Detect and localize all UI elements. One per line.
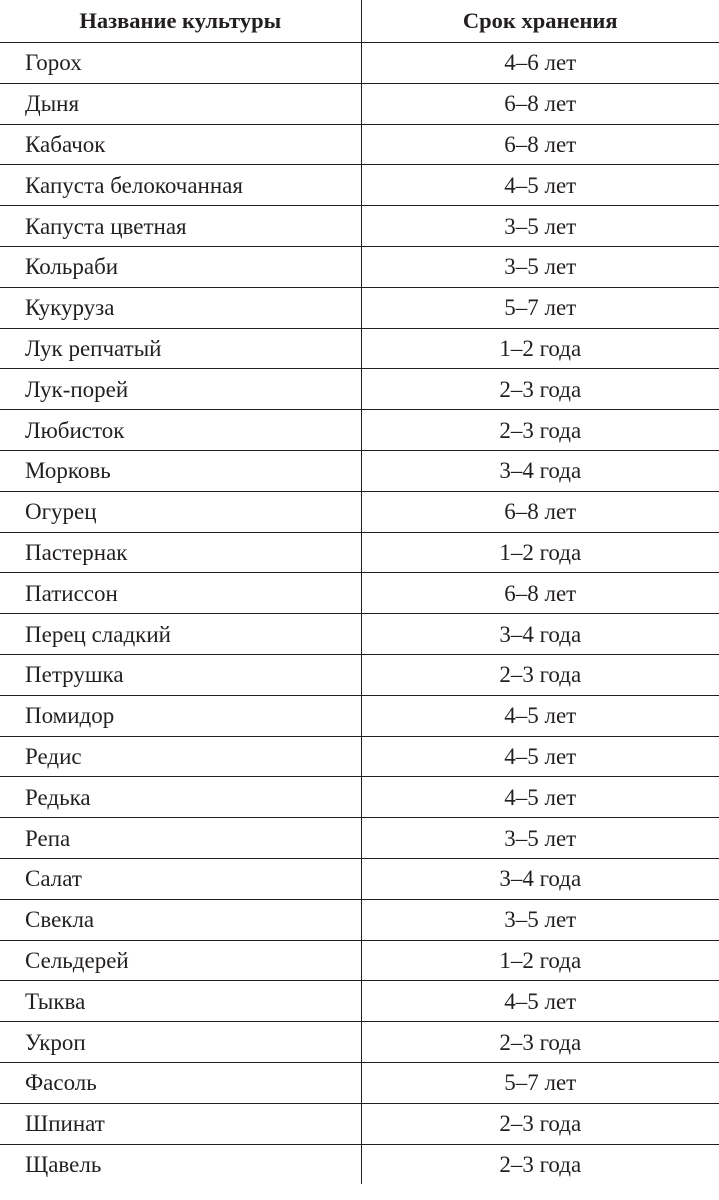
crop-name-cell: Тыква — [0, 981, 361, 1022]
table-row — [0, 206, 719, 247]
table-row — [0, 1022, 719, 1063]
crop-name-cell: Репа — [0, 818, 361, 859]
crop-name-cell: Кукуруза — [0, 287, 361, 328]
crop-name-cell: Свекла — [0, 899, 361, 940]
table-row — [0, 287, 719, 328]
storage-term-cell: 6–8 лет — [361, 124, 719, 165]
crop-name-cell: Лук репчатый — [0, 328, 361, 369]
table-row — [0, 450, 719, 491]
storage-term-cell: 2–3 года — [361, 654, 719, 695]
storage-term-cell: 2–3 года — [361, 1144, 719, 1184]
crop-name-cell: Кабачок — [0, 124, 361, 165]
crop-name-cell: Дыня — [0, 83, 361, 124]
table-row — [0, 410, 719, 451]
header-crop-name: Название культуры — [0, 0, 361, 43]
crop-name-cell: Шпинат — [0, 1103, 361, 1144]
crop-name-cell: Лук-порей — [0, 369, 361, 410]
crop-name-cell: Капуста белокочанная — [0, 165, 361, 206]
crop-name-cell: Капуста цветная — [0, 206, 361, 247]
table-row — [0, 818, 719, 859]
crop-name-cell: Морковь — [0, 450, 361, 491]
table-row — [0, 777, 719, 818]
table-header-row — [0, 0, 719, 43]
table-row — [0, 1062, 719, 1103]
table-row — [0, 165, 719, 206]
storage-term-cell: 3–5 лет — [361, 899, 719, 940]
crop-name-cell: Укроп — [0, 1022, 361, 1063]
table-row — [0, 43, 719, 84]
crop-name-cell: Помидор — [0, 695, 361, 736]
crop-name-cell: Горох — [0, 43, 361, 84]
table-row — [0, 328, 719, 369]
table-row — [0, 858, 719, 899]
crop-name-cell: Огурец — [0, 491, 361, 532]
storage-term-cell: 6–8 лет — [361, 83, 719, 124]
crop-name-cell: Редька — [0, 777, 361, 818]
table-row — [0, 1144, 719, 1184]
crop-name-cell: Сельдерей — [0, 940, 361, 981]
crop-name-cell: Щавель — [0, 1144, 361, 1184]
crop-name-cell: Петрушка — [0, 654, 361, 695]
table-row — [0, 491, 719, 532]
table-row — [0, 369, 719, 410]
storage-term-cell: 4–6 лет — [361, 43, 719, 84]
table-row — [0, 573, 719, 614]
crop-name-cell: Любисток — [0, 410, 361, 451]
table-row — [0, 981, 719, 1022]
storage-term-cell: 4–5 лет — [361, 736, 719, 777]
storage-term-cell: 2–3 года — [361, 1103, 719, 1144]
storage-term-cell: 1–2 года — [361, 328, 719, 369]
storage-term-cell: 6–8 лет — [361, 491, 719, 532]
storage-term-cell: 4–5 лет — [361, 165, 719, 206]
table-row — [0, 654, 719, 695]
table-row — [0, 614, 719, 655]
storage-term-cell: 1–2 года — [361, 532, 719, 573]
storage-term-cell: 3–5 лет — [361, 206, 719, 247]
crop-name-cell: Редис — [0, 736, 361, 777]
table-row — [0, 1103, 719, 1144]
table-row — [0, 695, 719, 736]
table-row — [0, 246, 719, 287]
storage-term-cell: 3–4 года — [361, 614, 719, 655]
storage-term-cell: 5–7 лет — [361, 287, 719, 328]
storage-term-cell: 3–4 года — [361, 450, 719, 491]
storage-term-cell: 5–7 лет — [361, 1062, 719, 1103]
storage-term-cell: 2–3 года — [361, 369, 719, 410]
table-body — [0, 43, 719, 1185]
table-row — [0, 736, 719, 777]
table-row — [0, 940, 719, 981]
storage-term-cell: 4–5 лет — [361, 777, 719, 818]
crop-name-cell: Перец сладкий — [0, 614, 361, 655]
storage-term-cell: 2–3 года — [361, 410, 719, 451]
header-storage-term: Срок хранения — [361, 0, 719, 43]
storage-term-cell: 3–5 лет — [361, 818, 719, 859]
storage-term-cell: 6–8 лет — [361, 573, 719, 614]
storage-term-cell: 1–2 года — [361, 940, 719, 981]
table-row — [0, 899, 719, 940]
storage-term-cell: 4–5 лет — [361, 981, 719, 1022]
crop-name-cell: Салат — [0, 858, 361, 899]
table-row — [0, 532, 719, 573]
storage-term-cell: 4–5 лет — [361, 695, 719, 736]
crop-name-cell: Кольраби — [0, 246, 361, 287]
crop-name-cell: Пастернак — [0, 532, 361, 573]
crop-name-cell: Фасоль — [0, 1062, 361, 1103]
storage-term-cell: 3–5 лет — [361, 246, 719, 287]
table-row — [0, 124, 719, 165]
storage-term-cell: 2–3 года — [361, 1022, 719, 1063]
table-row — [0, 83, 719, 124]
crop-name-cell: Патиссон — [0, 573, 361, 614]
storage-term-cell: 3–4 года — [361, 858, 719, 899]
